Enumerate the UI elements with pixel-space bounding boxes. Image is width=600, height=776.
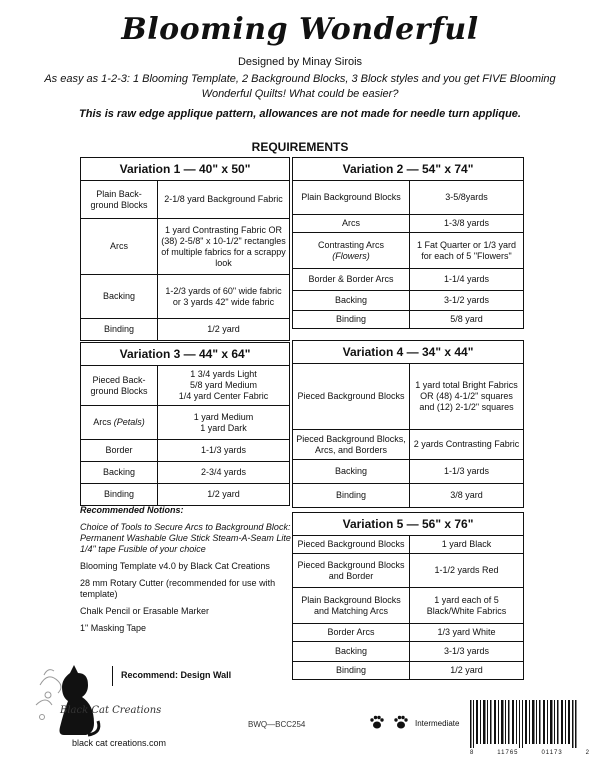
item-cell: Backing — [81, 275, 158, 319]
amount-cell: 3-1/2 yards — [410, 291, 524, 311]
intro-text: As easy as 1-2-3: 1 Blooming Template, 2 Background Blocks, 3 Block styles and you get FIVE Blooming Wonderful Quilts! What could be easier? — [44, 73, 556, 100]
recommended-notions — [80, 505, 300, 640]
item-cell: Binding — [293, 484, 410, 508]
amount-cell: 1/3 yard White — [410, 624, 524, 642]
amount-cell: 1-1/4 yards — [410, 269, 524, 291]
barcode-digit: 01173 — [541, 750, 563, 756]
item-cell: Arcs — [81, 219, 158, 275]
barcode-digit: 11765 — [497, 750, 519, 756]
barcode-digit: 8 — [470, 750, 475, 756]
item-cell: Border Arcs — [293, 624, 410, 642]
item-sublabel: (Flowers) — [332, 250, 370, 261]
item-cell: Pieced Background Blocks, Arcs, and Borders — [293, 430, 410, 460]
black-cat-logo — [30, 655, 120, 745]
amount-cell: 1 Fat Quarter or 1/3 yard for each of 5 "Flowers" — [410, 233, 524, 269]
amount-cell: 3-5/8yards — [410, 181, 524, 215]
item-cell: Binding — [293, 662, 410, 680]
amount-cell: 2-3/4 yards — [158, 462, 290, 484]
logo-text: Black Cat Creations — [60, 705, 162, 716]
barcode-digit: 2 — [585, 750, 590, 756]
amount-cell: 1-1/3 yards — [158, 440, 290, 462]
amount-cell: 1-1/2 yards Red — [410, 554, 524, 588]
variation-title: Variation 1 — 40" x 50" — [81, 158, 290, 181]
amount-cell: 3-1/3 yards — [410, 642, 524, 662]
amount-cell: 1-2/3 yards of 60" wide fabric or 3 yards 42" wide fabric — [158, 275, 290, 319]
amount-cell: 2 yards Contrasting Fabric — [410, 430, 524, 460]
item-cell: Backing — [293, 460, 410, 484]
variation-5-table — [292, 512, 524, 680]
item-cell — [293, 233, 410, 269]
item-cell: Binding — [81, 484, 158, 506]
item-cell: Binding — [293, 311, 410, 329]
designer-byline: Designed by Minay Sirois — [237, 56, 363, 68]
amount-cell: 5/8 yard — [410, 311, 524, 329]
variation-1-table — [80, 157, 290, 341]
item-cell: Pieced Back-ground Blocks — [81, 366, 158, 406]
item-cell: Plain Background Blocks — [293, 181, 410, 215]
amount-cell: 1 yard Medium 1 yard Dark — [158, 406, 290, 440]
variation-title: Variation 5 — 56" x 76" — [293, 513, 524, 536]
amount-cell: 1-3/8 yards — [410, 215, 524, 233]
item-label: Arcs — [93, 417, 112, 427]
notion-item: Choice of Tools to Secure Arcs to Background Block: Permanent Washable Glue Stick Steam-A-Seam Lite 1/4" tape Fusible of your choice — [80, 522, 291, 554]
item-cell: Arcs — [293, 215, 410, 233]
website-url: black cat creations.com — [72, 738, 167, 748]
item-cell: Border & Border Arcs — [293, 269, 410, 291]
requirements-heading: REQUIREMENTS — [251, 140, 349, 154]
item-cell: Binding — [81, 319, 158, 341]
amount-cell: 1 yard each of 5 Black/White Fabrics — [410, 588, 524, 624]
variation-2-table — [292, 157, 524, 329]
variation-title: Variation 4 — 34" x 44" — [293, 341, 524, 364]
skill-level: Intermediate — [415, 719, 460, 728]
barcode-numbers — [470, 750, 590, 756]
item-cell: Backing — [293, 642, 410, 662]
pattern-title: Blooming Wonderful — [121, 12, 479, 47]
item-sublabel: (Petals) — [113, 417, 145, 427]
variation-3-table — [80, 342, 290, 506]
amount-cell: 1/2 yard — [158, 484, 290, 506]
item-cell — [81, 406, 158, 440]
item-cell: Pieced Background Blocks and Border — [293, 554, 410, 588]
amount-cell: 3/8 yard — [410, 484, 524, 508]
item-cell: Pieced Background Blocks — [293, 536, 410, 554]
item-cell: Backing — [81, 462, 158, 484]
amount-cell: 1 yard Black — [410, 536, 524, 554]
notions-heading: Recommended Notions: — [80, 505, 184, 515]
notion-item: Blooming Template v4.0 by Black Cat Creations — [80, 561, 270, 571]
item-label: Contrasting Arcs — [317, 239, 385, 250]
notion-item: Chalk Pencil or Erasable Marker — [80, 606, 210, 616]
pattern-code: BWQ—BCC254 — [248, 720, 306, 729]
barcode-icon — [470, 700, 578, 748]
item-cell: Plain Background Blocks and Matching Arcs — [293, 588, 410, 624]
variation-title: Variation 2 — 54" x 74" — [293, 158, 524, 181]
amount-cell: 1 yard total Bright Fabrics OR (48) 4-1/2" squares and (12) 2-1/2" squares — [410, 364, 524, 430]
applique-note: This is raw edge applique pattern, allowances are not made for needle turn applique. — [79, 108, 521, 120]
item-cell: Border — [81, 440, 158, 462]
amount-cell: 1/2 yard — [410, 662, 524, 680]
amount-cell: 1/2 yard — [158, 319, 290, 341]
variation-4-table — [292, 340, 524, 508]
notion-item: 28 mm Rotary Cutter (recommended for use with template) — [80, 578, 276, 599]
amount-cell: 1 yard Contrasting Fabric OR (38) 2-5/8" x 10-1/2" rectangles of multiple fabrics for a scrappy look — [158, 219, 290, 275]
amount-cell: 2-1/8 yard Background Fabric — [158, 181, 290, 219]
amount-cell: 1 3/4 yards Light 5/8 yard Medium 1/4 yard Center Fabric — [158, 366, 290, 406]
recommend-design-wall: Recommend: Design Wall — [112, 666, 231, 686]
variation-title: Variation 3 — 44" x 64" — [81, 343, 290, 366]
item-cell: Pieced Background Blocks — [293, 364, 410, 430]
amount-cell: 1-1/3 yards — [410, 460, 524, 484]
paw-prints-icon — [368, 714, 413, 730]
notion-item: 1" Masking Tape — [80, 623, 147, 633]
item-cell: Plain Back-ground Blocks — [81, 181, 158, 219]
item-cell: Backing — [293, 291, 410, 311]
